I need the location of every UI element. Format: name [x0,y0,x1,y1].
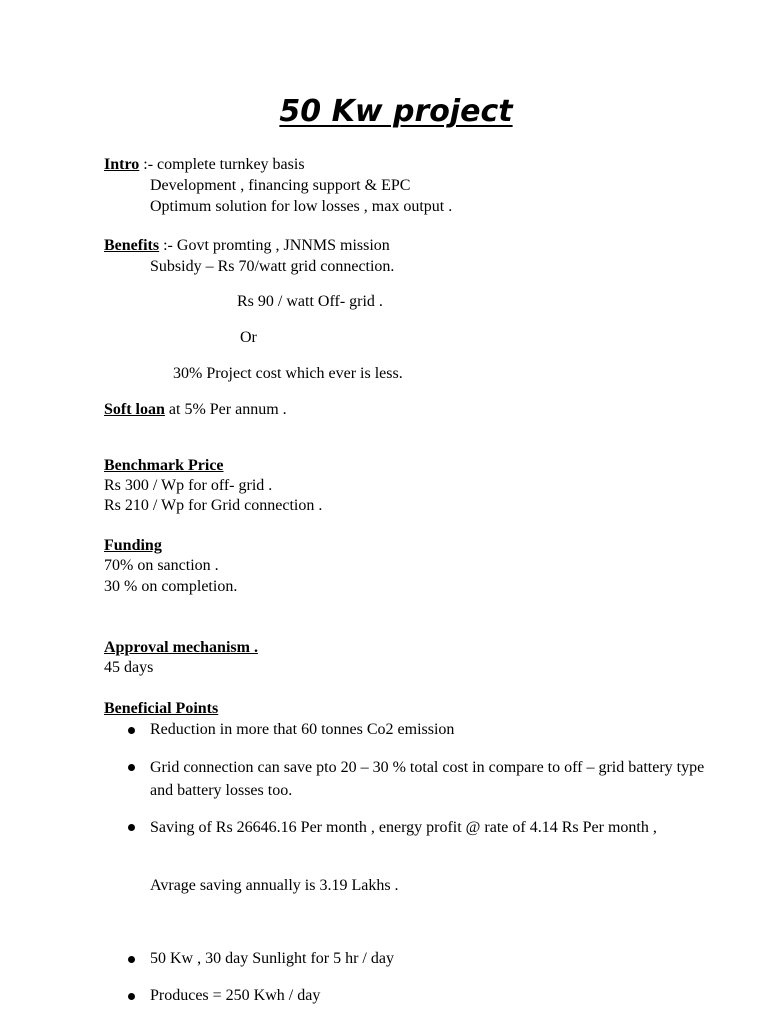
page-title: 50 Kw project [279,94,513,129]
bullet-icon [128,956,135,963]
bullet-icon [128,993,135,1000]
benefits-subsidy: Subsidy – Rs 70/watt grid connection. [150,258,395,275]
intro-heading: Intro [104,156,140,173]
beneficial-points-heading: Beneficial Points [104,700,219,717]
list-item: Reduction in more that 60 tonnes Co2 emission [150,721,455,738]
benefits-offgrid: Rs 90 / watt Off- grid . [237,293,383,310]
saving-note: Avrage saving annually is 3.19 Lakhs . [150,877,399,894]
intro-line [104,155,305,175]
benchmark-offgrid: Rs 300 / Wp for off- grid . [104,477,273,494]
bullet-icon [128,727,135,734]
benefits-or: Or [240,329,257,346]
benefits-project-cost: 30% Project cost which ever is less. [173,365,403,382]
intro-line-development: Development , financing support & EPC [150,177,411,194]
list-item: Produces = 250 Kwh / day [150,987,321,1004]
funding-heading: Funding [104,537,162,554]
bullet-icon [128,824,135,831]
funding-completion: 30 % on completion. [104,578,238,595]
list-item: 50 Kw , 30 day Sunlight for 5 hr / day [150,950,394,967]
soft-loan-heading: Soft loan [104,401,165,418]
funding-sanction: 70% on sanction . [104,557,219,574]
list-item: Grid connection can save pto 20 – 30 % total cost in compare to off – grid battery type and battery losses too. [150,759,705,799]
benchmark-grid: Rs 210 / Wp for Grid connection . [104,497,323,514]
approval-heading: Approval mechanism . [104,639,258,656]
benchmark-heading: Benchmark Price [104,457,224,474]
list-item: Saving of Rs 26646.16 Per month , energy profit @ rate of 4.14 Rs Per month , [150,819,657,836]
benefits-heading: Benefits [104,237,160,254]
soft-loan-line [104,400,287,420]
intro-line-optimum: Optimum solution for low losses , max output . [150,198,453,215]
benefits-text: :- Govt promting , JNNMS mission [159,237,390,254]
benefits-line [104,236,390,256]
intro-text: :- complete turnkey basis [139,156,305,173]
bullet-icon [128,764,135,771]
approval-days: 45 days [104,659,154,676]
soft-loan-text: at 5% Per annum . [164,401,287,418]
